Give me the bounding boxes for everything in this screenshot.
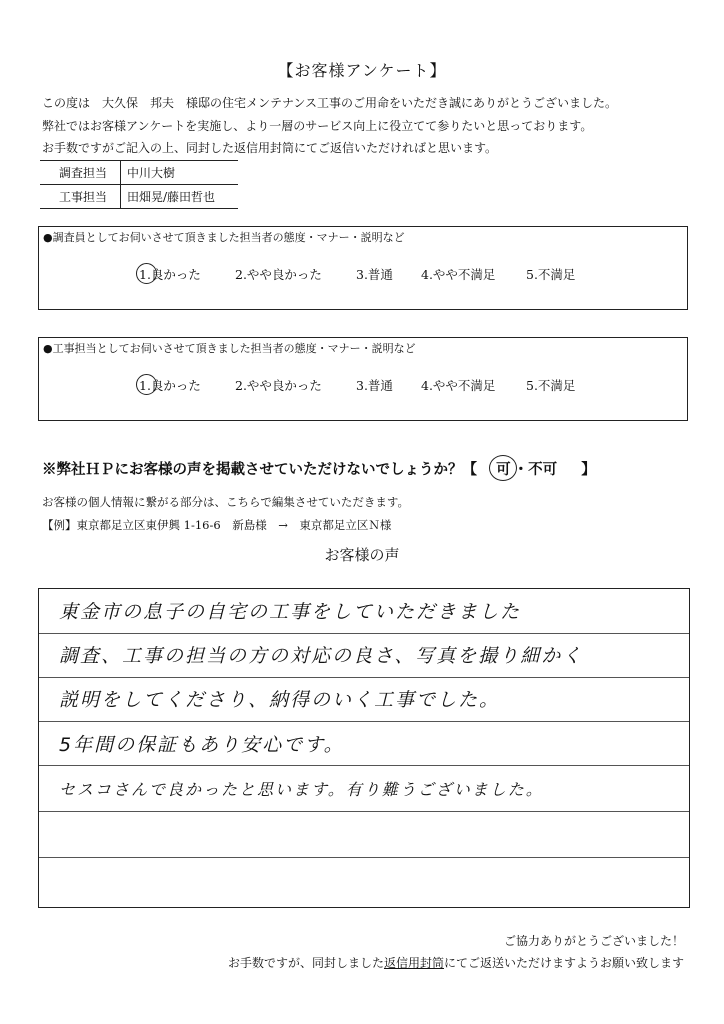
- footer-request: [228, 954, 684, 971]
- q1-option-2[interactable]: 2.やや良かった: [235, 267, 322, 282]
- hp-separator: ・: [513, 461, 529, 478]
- example-note: 【例】東京都足立区東伊興 1-16-6 新島様 → 東京都足立区Ｎ様: [42, 518, 392, 532]
- ruled-line: [39, 811, 689, 812]
- q1-option-1[interactable]: 1.良かった: [139, 267, 201, 282]
- hp-permission-question: [42, 458, 596, 479]
- staff-value: 中川大樹: [121, 161, 239, 185]
- hp-question-text: ※弊社ＨＰにお客様の声を掲載させていただけないでしょうか？【: [42, 461, 477, 478]
- q1-option-4[interactable]: 4.やや不満足: [421, 267, 496, 282]
- ruled-line: [39, 633, 689, 634]
- q2-option-3[interactable]: 3.普通: [356, 378, 393, 393]
- footer-return-envelope: 返信用封筒: [383, 956, 444, 970]
- hp-yes-label: 可: [496, 461, 511, 478]
- q1-option-3[interactable]: 3.普通: [356, 267, 393, 282]
- voice-line-1: 東金市の息子の自宅の工事をしていただきました: [59, 601, 522, 623]
- voice-heading: お客様の声: [324, 546, 400, 564]
- ruled-line: [39, 721, 689, 722]
- hp-option-yes[interactable]: [493, 458, 514, 479]
- staff-value: 田畑晃/藤田哲也: [121, 185, 239, 209]
- intro-line-2: 弊社ではお客様アンケートを実施し、より一層のサービス向上に役立てて参りたいと思っております。: [42, 119, 593, 133]
- hp-option-no[interactable]: 不可: [528, 461, 558, 478]
- staff-row-survey: [40, 161, 238, 185]
- footer-thanks: ご協力ありがとうございました！: [503, 934, 684, 948]
- hp-close-bracket: 】: [581, 461, 596, 478]
- voice-line-2: 調査、工事の担当の方の対応の良さ、写真を撮り細かく: [59, 645, 584, 667]
- q1-box: [38, 226, 688, 310]
- q2-box: [38, 337, 688, 421]
- staff-row-construction: [40, 185, 238, 209]
- voice-line-3: 説明をしてくださり、納得のいく工事でした。: [59, 689, 501, 711]
- customer-voice-box: [38, 588, 690, 908]
- ruled-line: [39, 765, 689, 766]
- page-title: 【お客様アンケート】: [277, 61, 447, 80]
- q1-option-5[interactable]: 5.不満足: [526, 267, 576, 282]
- q2-option-1[interactable]: 1.良かった: [139, 378, 201, 393]
- q2-option-4[interactable]: 4.やや不満足: [421, 378, 496, 393]
- staff-label: 工事担当: [40, 185, 121, 209]
- q2-question: ●工事担当としてお伺いさせて頂きました担当者の態度・マナー・説明など: [43, 342, 416, 355]
- footer-request-post: にてご返送いただけますようお願い致します: [443, 956, 684, 970]
- q2-option-2[interactable]: 2.やや良かった: [235, 378, 322, 393]
- intro-line-3: お手数ですがご記入の上、同封した返信用封筒にてご返信いただければと思います。: [42, 141, 498, 155]
- hp-selected-circle: [489, 455, 517, 481]
- staff-label: 調査担当: [40, 161, 121, 185]
- voice-line-4: 5年間の保証もあり安心です。: [59, 734, 345, 756]
- ruled-line: [39, 677, 689, 678]
- voice-line-5: セスコさんで良かったと思います。有り難うございました。: [59, 780, 544, 799]
- ruled-line: [39, 857, 689, 858]
- footer-request-pre: お手数ですが、同封しました: [227, 956, 384, 970]
- q2-option-5[interactable]: 5.不満足: [526, 378, 576, 393]
- staff-table: [40, 160, 238, 209]
- privacy-note: お客様の個人情報に繋がる部分は、こちらで編集させていただきます。: [42, 495, 409, 509]
- intro-line-1: この度は 大久保 邦夫 様邸の住宅メンテナンス工事のご用命をいただき誠にありがとうございました。: [42, 96, 618, 110]
- q1-question: ●調査員としてお伺いさせて頂きました担当者の態度・マナー・説明など: [43, 231, 405, 244]
